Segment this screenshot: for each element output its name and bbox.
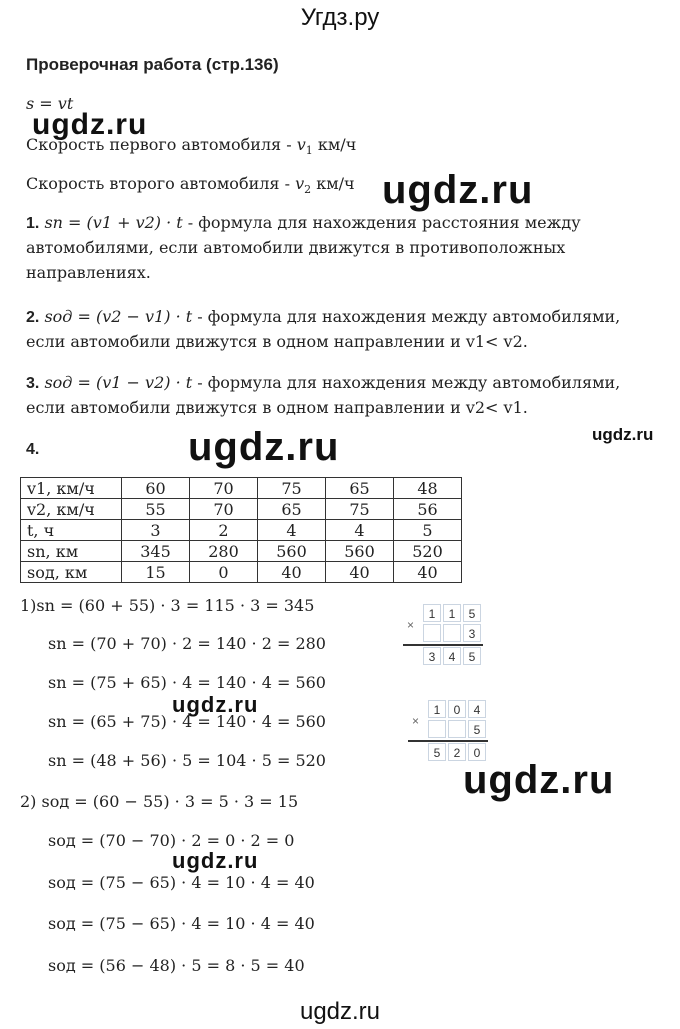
table-row: [21, 520, 462, 541]
watermark: ugdz.ru: [172, 848, 259, 873]
row-label: sn, км: [21, 541, 122, 562]
table-cell: 40: [326, 562, 394, 583]
item1-line-a: 1. sn = (v1 + v2) · t - формула для нахождения расстояния между: [26, 213, 581, 232]
table-cell: 2: [190, 520, 258, 541]
table-cell: 520: [394, 541, 462, 562]
item3-line-a: 3. sод = (v1 − v2) · t - формула для нахождения между автомобилями,: [26, 373, 621, 392]
table-cell: 55: [122, 499, 190, 520]
speed2-line: Скорость второго автомобиля - $v_2$ км/ч: [26, 174, 355, 197]
table-cell: 345: [122, 541, 190, 562]
site-footer-watermark: ugdz.ru: [299, 998, 381, 1025]
column-multiplication-1: × 1 1 5 3 3 4 5: [403, 604, 488, 666]
speed1-line: Скорость первого автомобиля - $v_1$ км/ч: [26, 135, 357, 158]
table-row: [21, 562, 462, 583]
watermark: ugdz.ru: [463, 758, 615, 802]
item1-line-c: направлениях.: [26, 263, 151, 282]
table-row: [21, 478, 462, 499]
watermark: ugdz.ru: [32, 108, 148, 141]
calc2-line: sод = (70 − 70) · 2 = 0 · 2 = 0: [48, 831, 295, 850]
item3-line-b: если автомобили движутся в одном направлении и v2< v1.: [26, 398, 528, 417]
formula-main: s = vt: [26, 94, 74, 113]
row-label: v1, км/ч: [21, 478, 122, 499]
table-cell: 48: [394, 478, 462, 499]
table-cell: 15: [122, 562, 190, 583]
table-cell: 65: [258, 499, 326, 520]
table-cell: 75: [258, 478, 326, 499]
watermark: ugdz.ru: [592, 425, 654, 444]
column-multiplication-2: × 1 0 4 5 5 2 0: [408, 700, 493, 762]
calc2-line: sод = (75 − 65) · 4 = 10 · 4 = 40: [48, 873, 315, 892]
table-cell: 280: [190, 541, 258, 562]
table-cell: 40: [394, 562, 462, 583]
calc1-line: sn = (70 + 70) · 2 = 140 · 2 = 280: [48, 634, 326, 653]
table-cell: 5: [394, 520, 462, 541]
item2-line-b: если автомобили движутся в одном направлении и v1< v2.: [26, 332, 528, 351]
table-cell: 560: [326, 541, 394, 562]
calc2-line: sод = (75 − 65) · 4 = 10 · 4 = 40: [48, 914, 315, 933]
table-cell: 75: [326, 499, 394, 520]
table-cell: 70: [190, 499, 258, 520]
calc2-line: sод = (56 − 48) · 5 = 8 · 5 = 40: [48, 956, 305, 975]
table-cell: 65: [326, 478, 394, 499]
item1-line-b: автомобилями, если автомобили движутся в противоположных: [26, 238, 566, 257]
watermark: ugdz.ru: [188, 425, 340, 469]
table-cell: 60: [122, 478, 190, 499]
table-cell: 3: [122, 520, 190, 541]
calc1-line: sn = (65 + 75) · 4 = 140 · 4 = 560: [48, 712, 326, 731]
page-title: Проверочная работа (стр.136): [26, 55, 279, 74]
table-cell: 4: [258, 520, 326, 541]
calc1-line: sn = (48 + 56) · 5 = 104 · 5 = 520: [48, 751, 326, 770]
item2-line-a: 2. sод = (v2 − v1) · t - формула для нахождения между автомобилями,: [26, 307, 621, 326]
table-row: [21, 541, 462, 562]
row-label: t, ч: [21, 520, 122, 541]
table-cell: 4: [326, 520, 394, 541]
table-cell: 56: [394, 499, 462, 520]
data-table: [20, 477, 462, 583]
item4-number: 4.: [26, 441, 40, 458]
table-row: [21, 499, 462, 520]
calc1-line: sn = (75 + 65) · 4 = 140 · 4 = 560: [48, 673, 326, 692]
table-cell: 560: [258, 541, 326, 562]
calc2-line: 2) sод = (60 − 55) · 3 = 5 · 3 = 15: [20, 792, 299, 811]
watermark: ugdz.ru: [382, 168, 534, 212]
table-cell: 70: [190, 478, 258, 499]
table-cell: 0: [190, 562, 258, 583]
calc1-line: 1)sn = (60 + 55) · 3 = 115 · 3 = 345: [20, 596, 315, 615]
row-label: v2, км/ч: [21, 499, 122, 520]
row-label: sод, км: [21, 562, 122, 583]
site-header: Угдз.ру: [300, 4, 380, 31]
table-cell: 40: [258, 562, 326, 583]
watermark: ugdz.ru: [172, 692, 259, 717]
